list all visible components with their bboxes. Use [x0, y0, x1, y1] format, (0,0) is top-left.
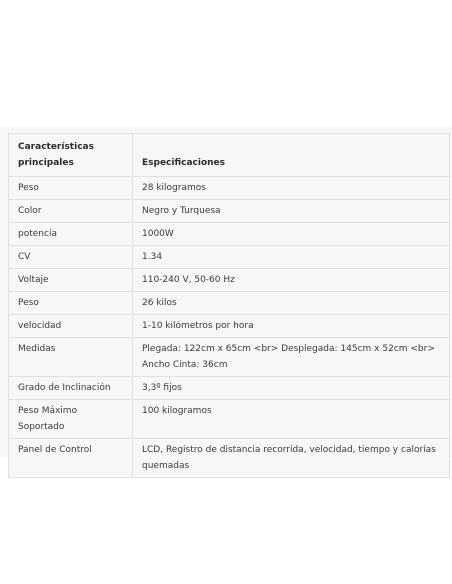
spec-cell: Plegada: 122cm x 65cm <br> Desplegada: 145cm x 52cm <br> Ancho Cinta: 36cm — [133, 338, 450, 377]
table-row — [9, 177, 450, 200]
feature-cell: Peso — [9, 177, 133, 200]
table-row — [9, 200, 450, 223]
feature-cell: Voltaje — [9, 269, 133, 292]
table-row — [9, 315, 450, 338]
spec-cell: 28 kilogramos — [133, 177, 450, 200]
table-row — [9, 338, 450, 377]
feature-cell: Color — [9, 200, 133, 223]
table-row — [9, 269, 450, 292]
feature-cell: Medidas — [9, 338, 133, 377]
table-header-row — [9, 134, 450, 177]
feature-cell: Peso Máximo Soportado — [9, 400, 133, 439]
table-row — [9, 223, 450, 246]
spec-cell: 1.34 — [133, 246, 450, 269]
feature-cell: velocidad — [9, 315, 133, 338]
spec-cell: 1000W — [133, 223, 450, 246]
table-row — [9, 377, 450, 400]
table-row — [9, 400, 450, 439]
table-row — [9, 439, 450, 478]
feature-cell: potencia — [9, 223, 133, 246]
feature-cell: Panel de Control — [9, 439, 133, 478]
spec-cell: Negro y Turquesa — [133, 200, 450, 223]
specifications-table — [8, 133, 450, 478]
feature-cell: Grado de Inclinación — [9, 377, 133, 400]
column-header-features: Características principales — [9, 134, 133, 177]
table-row — [9, 246, 450, 269]
feature-cell: CV — [9, 246, 133, 269]
column-header-specifications: Especificaciones — [133, 134, 450, 177]
table-row — [9, 292, 450, 315]
spec-cell: LCD, Registro de distancia recorrida, velocidad, tiempo y calorías quemadas — [133, 439, 450, 478]
spec-cell: 3,3º fijos — [133, 377, 450, 400]
spec-cell: 110-240 V, 50-60 Hz — [133, 269, 450, 292]
feature-cell: Peso — [9, 292, 133, 315]
spec-cell: 1-10 kilómetros por hora — [133, 315, 450, 338]
spec-cell: 100 kilogramos — [133, 400, 450, 439]
spec-cell: 26 kilos — [133, 292, 450, 315]
